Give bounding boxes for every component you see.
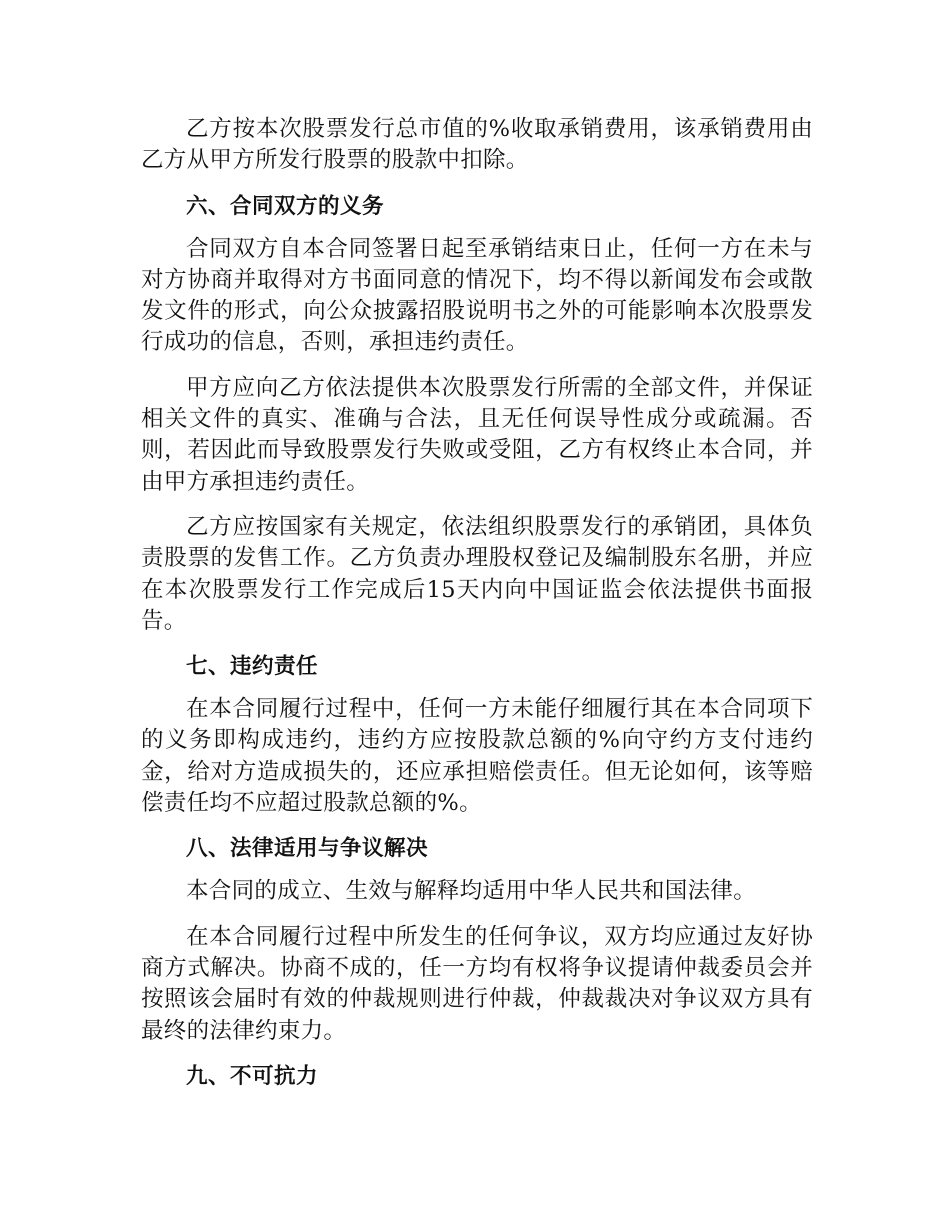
paragraph-party-b-syndicate: 乙方应按国家有关规定，依法组织股票发行的承销团，具体负责股票的发售工作。乙方负责办理股权登记及编制股东名册，并应在本次股票发行工作完成后15天内向中国证监会依法提供书面报告。: [141, 513, 813, 634]
paragraph-party-a-documents: 甲方应向乙方依法提供本次股票发行所需的全部文件，并保证相关文件的真实、准确与合法，且无任何误导性成分或疏漏。否则，若因此而导致股票发行失败或受阻，乙方有权终止本合同，并由甲方承担违约责任。: [141, 374, 813, 495]
heading-section-9: 九、不可抗力: [186, 1063, 319, 1089]
paragraph-governing-law: 本合同的成立、生效与解释均适用中华人民共和国法律。: [186, 878, 757, 905]
heading-section-7: 七、违约责任: [186, 654, 319, 680]
document-page: [141, 114, 813, 1092]
paragraph-confidentiality: 合同双方自本合同签署日起至承销结束日止，任何一方在未与对方协商并取得对方书面同意的情况下，均不得以新闻发布会或散发文件的形式，向公众披露招股说明书之外的可能影响本次股票发行成功的信息，否则，承担违约责任。: [141, 235, 813, 356]
heading-section-6: 六、合同双方的义务: [186, 193, 385, 219]
paragraph-breach-liability: 在本合同履行过程中，任何一方未能仔细履行其在本合同项下的义务即构成违约，违约方应按股款总额的%向守约方支付违约金，给对方造成损失的，还应承担赔偿责任。但无论如何，该等赔偿责任均不应超过股款总额的%。: [141, 696, 813, 817]
heading-section-8: 八、法律适用与争议解决: [186, 836, 429, 862]
paragraph-underwriting-fee: 乙方按本次股票发行总市值的%收取承销费用，该承销费用由乙方从甲方所发行股票的股款中扣除。: [141, 116, 813, 174]
paragraph-dispute-resolution: 在本合同履行过程中所发生的任何争议，双方均应通过友好协商方式解决。协商不成的，任一方均有权将争议提请仲裁委员会并按照该会届时有效的仲裁规则进行仲裁，仲裁裁决对争议双方具有最终的法律约束力。: [141, 923, 813, 1044]
